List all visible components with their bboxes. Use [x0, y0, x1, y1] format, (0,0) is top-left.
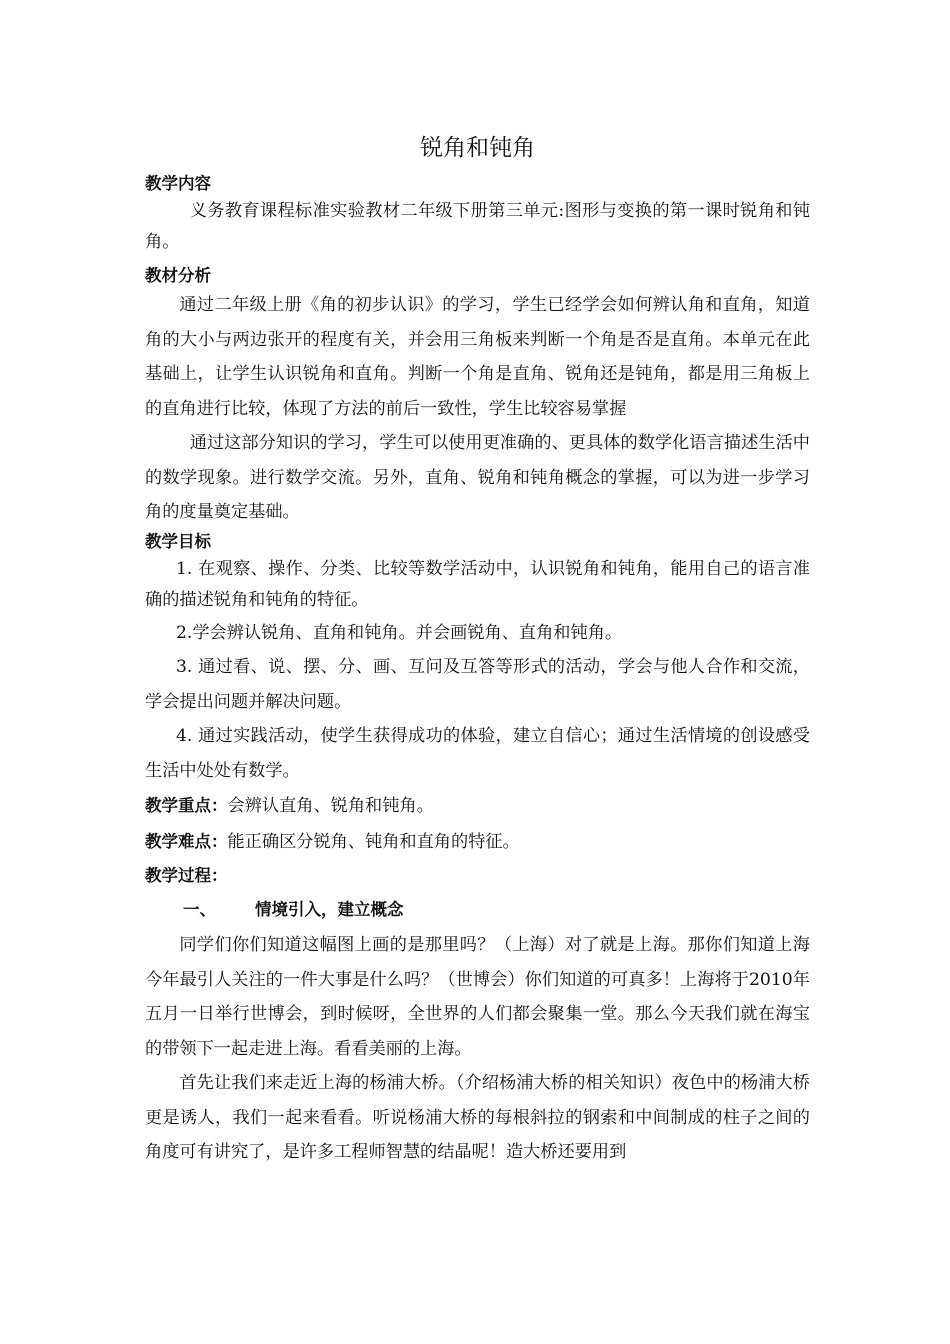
process-paragraph-1: 同学们你们知道这幅图上画的是那里吗？（上海）对了就是上海。那你们知道上海今年最引人关注的一件大事是什么吗？（世博会）你们知道的可真多！上海将于2010年五月一日举行世博会，到时候呀，全世界的人们都会聚集一堂。那么今天我们就在海宝的带领下一起走进上海。看看美丽的上海。 — [145, 935, 810, 1059]
section-heading-analysis: 教材分析 — [145, 266, 211, 285]
difficult-point — [145, 824, 810, 860]
key-point — [145, 788, 810, 824]
goal-item-3: 3. 通过看、说、摆、分、画、互问及互答等形式的活动，学会与他人合作和交流，学会提出问题并解决问题。 — [145, 657, 810, 712]
section-heading-process: 教学过程： — [145, 866, 228, 885]
section-heading-content: 教学内容 — [145, 174, 211, 193]
goal-item-1: 1. 在观察、操作、分类、比较等数学活动中，认识锐角和钝角，能用自己的语言准确的描述锐角和钝角的特征。 — [145, 558, 810, 610]
content-paragraph: 义务教育课程标准实验教材二年级下册第三单元:图形与变换的第一课时锐角和钝角。 — [145, 201, 810, 252]
step-number: 一、 — [183, 900, 216, 919]
difficult-point-label: 教学难点： — [145, 832, 228, 851]
document-title: 锐角和钝角 — [420, 135, 535, 161]
section-heading-goals: 教学目标 — [145, 531, 211, 551]
analysis-paragraph-1: 通过二年级上册《角的初步认识》的学习，学生已经学会如何辨认角和直角，知道角的大小与两边张开的程度有关，并会用三角板来判断一个角是否是直角。本单元在此基础上，让学生认识锐角和直角。判断一个角是直角、锐角还是钝角，都是用三角板上的直角进行比较，体现了方法的前后一致性，学生比较容易掌握 — [145, 295, 810, 419]
document-page — [145, 128, 810, 1170]
goal-item-4: 4. 通过实践活动，使学生获得成功的体验，建立自信心；通过生活情境的创设感受生活中处处有数学。 — [145, 726, 810, 781]
step-title: 情境引入，建立概念 — [255, 900, 404, 919]
process-paragraph-2: 首先让我们来走近上海的杨浦大桥。（介绍杨浦大桥的相关知识）夜色中的杨浦大桥更是诱人，我们一起来看看。听说杨浦大桥的每根斜拉的钢索和中间制成的柱子之间的角度可有讲究了，是许多工程师智慧的结晶呢！造大桥还要用到 — [145, 1073, 810, 1162]
key-point-text: 会辨认直角、锐角和钝角。 — [227, 796, 434, 816]
goal-item-2: 2.学会辨认锐角、直角和钝角。并会画锐角、直角和钝角。 — [175, 622, 623, 643]
key-point-label: 教学重点： — [145, 796, 228, 815]
difficult-point-text: 能正确区分锐角、钝角和直角的特征。 — [227, 832, 520, 852]
step-heading-1 — [145, 892, 810, 928]
analysis-paragraph-2: 通过这部分知识的学习，学生可以使用更准确的、更具体的数学化语言描述生活中的数学现象。进行数学交流。另外，直角、锐角和钝角概念的掌握，可以为进一步学习角的度量奠定基础。 — [145, 433, 810, 522]
